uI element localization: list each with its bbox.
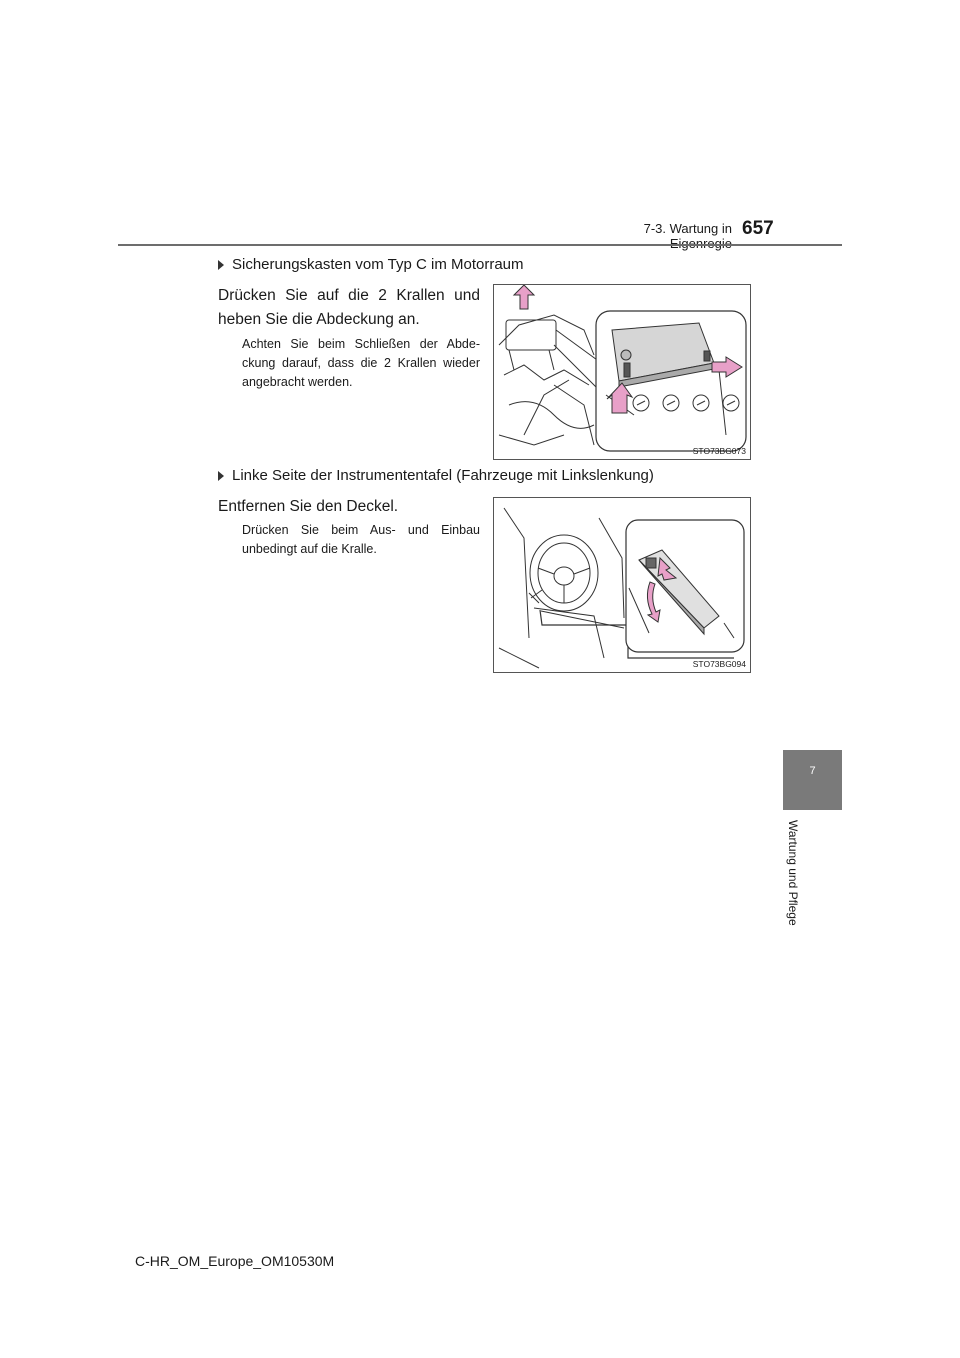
step-note: Achten Sie beim Schließen der Abde-ckung darauf, dass die 2 Krallen wieder angebracht werden.	[242, 337, 480, 389]
document-code: C-HR_OM_Europe_OM10530M	[135, 1253, 335, 1269]
step-instruction: Drücken Sie auf die 2 Krallen und heben Sie die Abdeckung an.	[218, 287, 480, 328]
section-heading-dashboard-left	[218, 467, 654, 484]
figure-id: STO73BG073	[692, 446, 746, 456]
chapter-number: 7	[809, 765, 816, 777]
chapter-tab	[783, 750, 842, 810]
step-note: Drücken Sie beim Aus- und Einbau unbedingt auf die Kralle.	[242, 523, 480, 556]
figure-illustration	[494, 498, 750, 672]
figure-illustration	[494, 285, 750, 459]
header-divider	[118, 244, 842, 246]
step-instruction: Entfernen Sie den Deckel.	[218, 498, 399, 515]
section-title: 7-3. Wartung in	[643, 221, 732, 236]
section-heading-text: Linke Seite der Instrumententafel (Fahrzeuge mit Linkslenkung)	[232, 467, 654, 484]
page-number: 657	[742, 218, 774, 239]
lift-arrow-icon	[514, 285, 534, 309]
section-heading-fusebox-c	[218, 256, 524, 273]
figure-id: STO73BG094	[692, 659, 746, 669]
chapter-title-vertical	[760, 820, 820, 950]
figure-fusebox-c	[493, 284, 751, 460]
bullet-triangle-icon	[218, 471, 224, 481]
section-heading-text: Sicherungskasten vom Typ C im Motorraum	[232, 256, 524, 273]
figure-dashboard-cover	[493, 497, 751, 673]
chapter-title: Wartung und Pflege	[786, 820, 800, 926]
bullet-triangle-icon	[218, 260, 224, 270]
